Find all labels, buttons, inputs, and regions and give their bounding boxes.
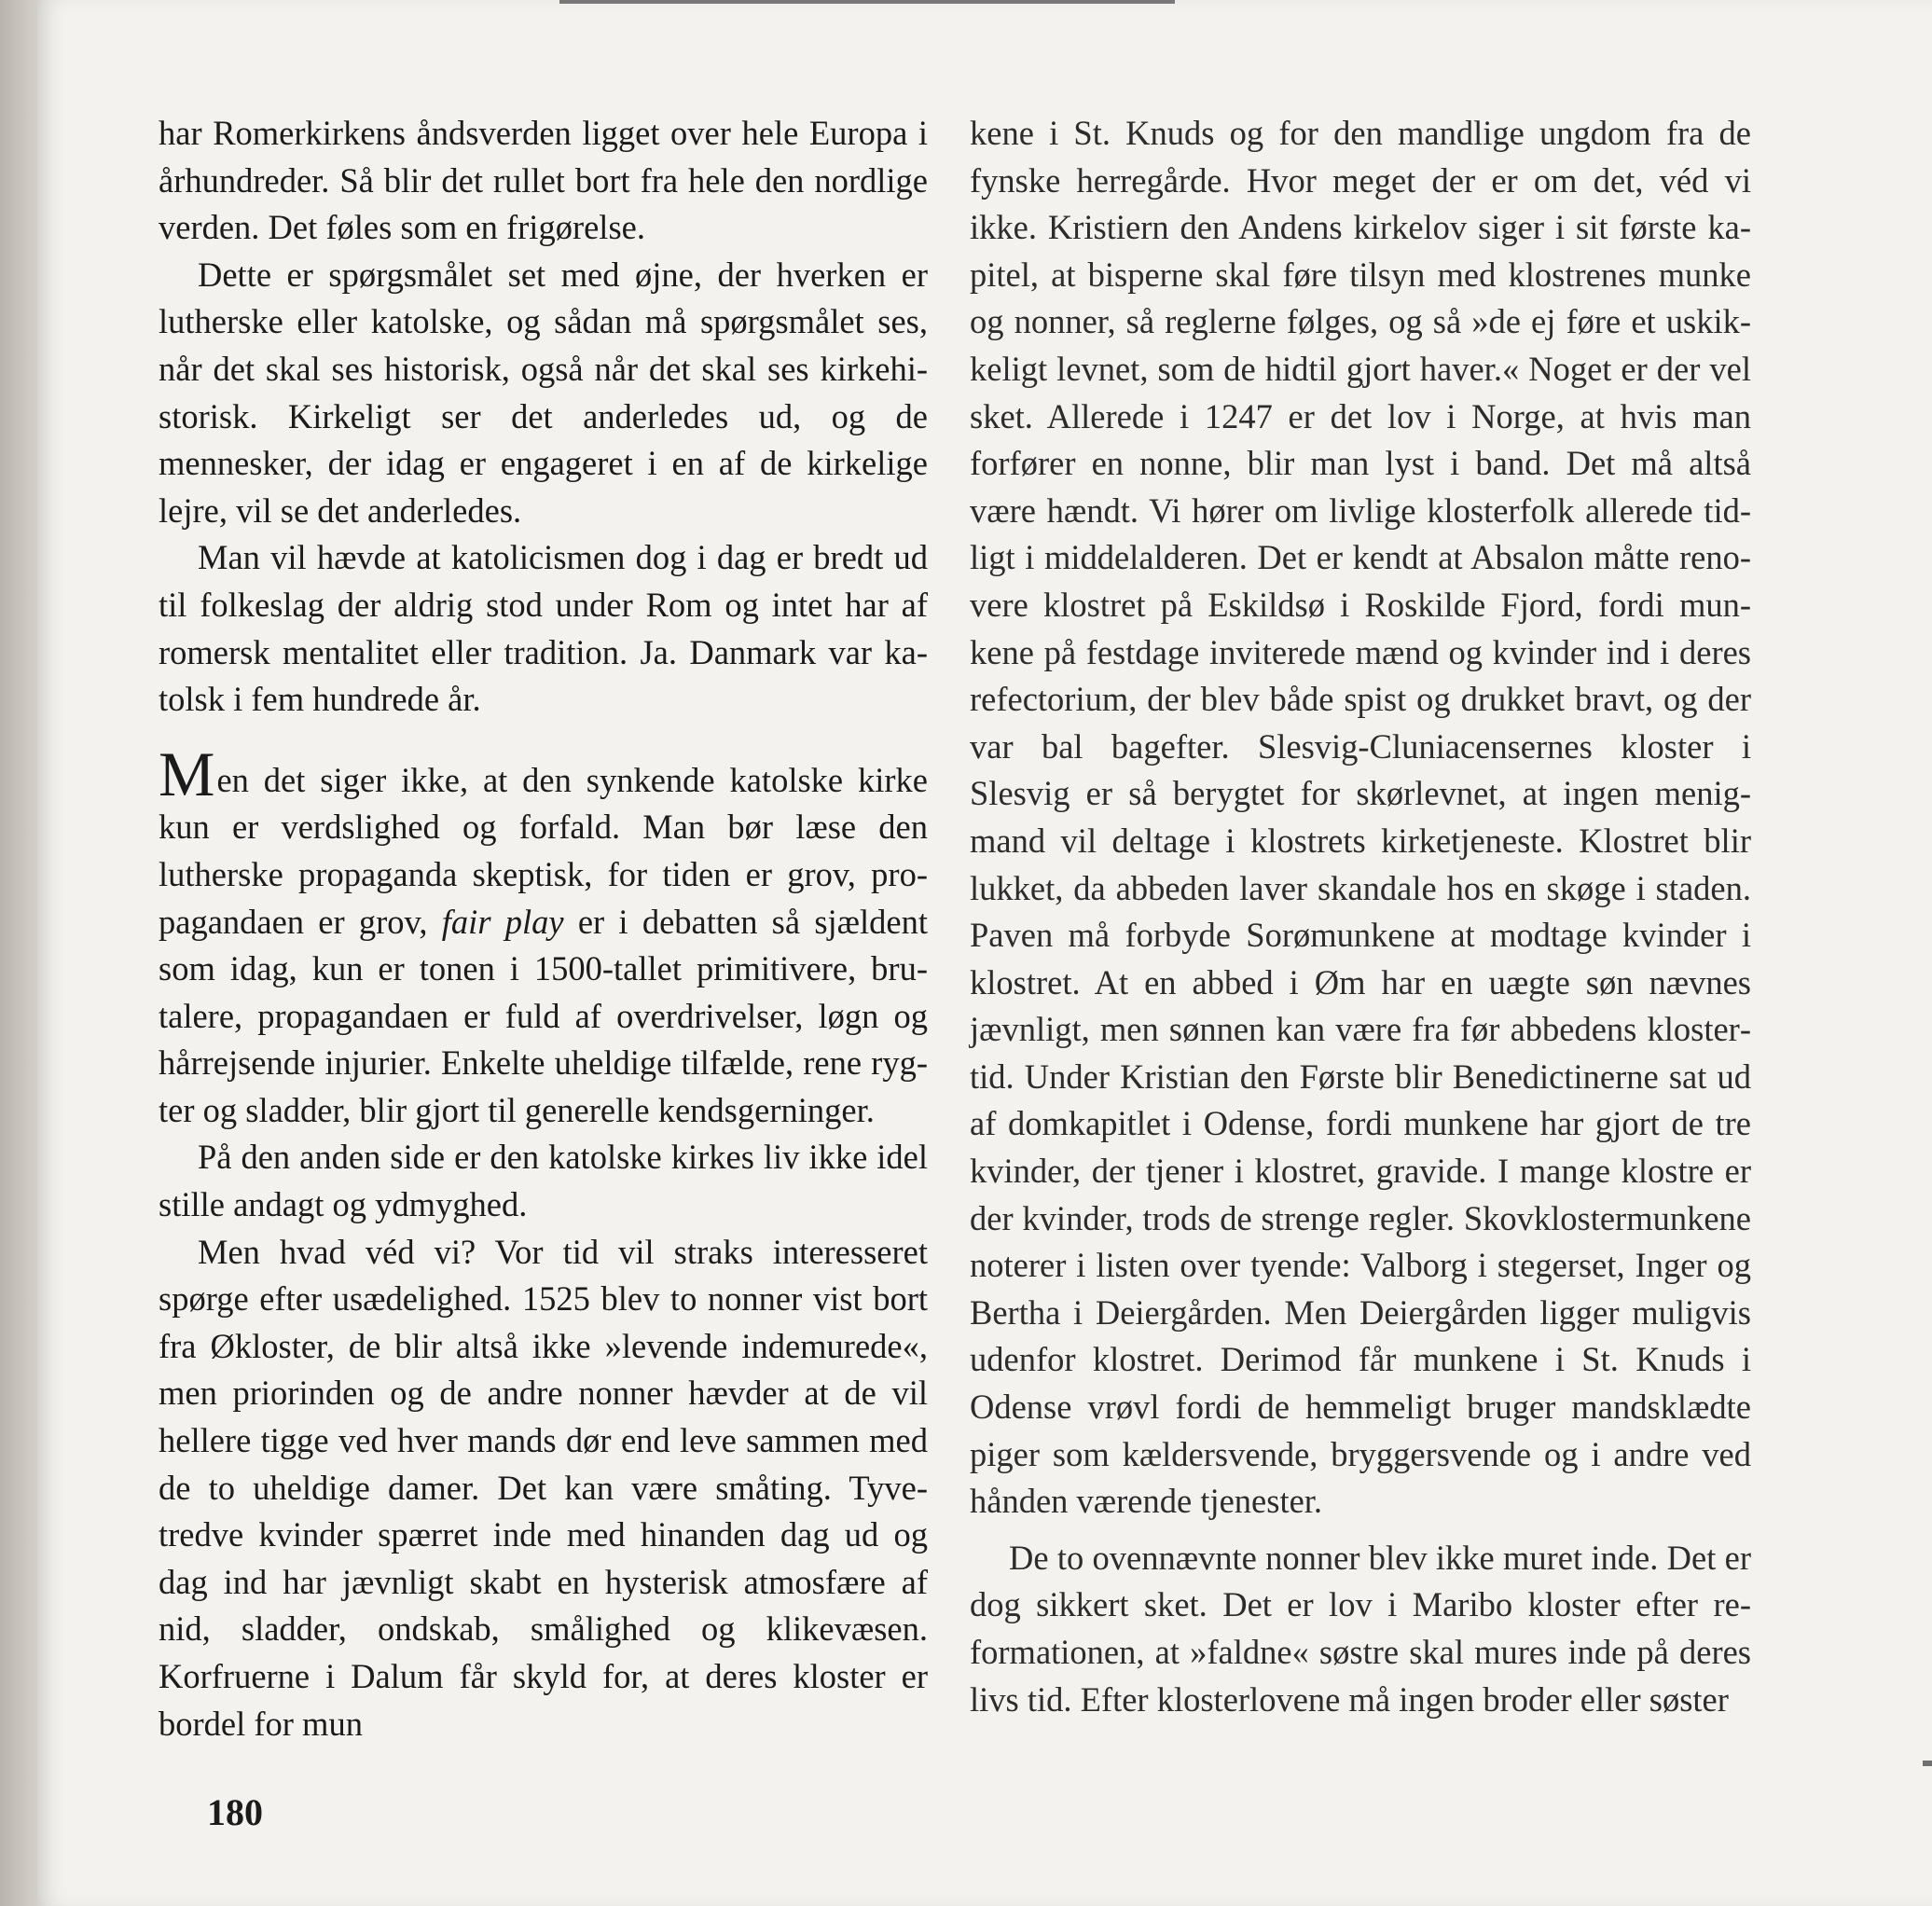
page-edge-mark bbox=[1923, 1761, 1932, 1766]
paragraph: Dette er spørgsmålet set med øjne, der hverken er lutherske eller katolske, og sådan må spørgsmålet ses, når det skal ses historisk, også når det skal ses kirkehistorisk. Kirkeligt ser det anderledes ud, og de mennesker, der idag er engageret i en af de kirkelige lejre, vil se det anderledes. bbox=[159, 255, 928, 530]
section-paragraph bbox=[159, 738, 928, 1135]
left-text-column bbox=[159, 110, 928, 1747]
right-text-column bbox=[970, 110, 1751, 1723]
paragraph: har Romerkirkens åndsverden ligget over hele Europa i århundreder. Så blir det rullet bort fra hele den nordlige verden. Det føles som en frigørelse. bbox=[159, 114, 928, 247]
paragraph: kene i St. Knuds og for den mandlige ungdom fra de fynske herregårde. Hvor meget der er om det, véd vi ikke. Kristiern den Andens kirkelov siger i sit første kapitel, at bisperne skal føre tilsyn med klostrenes munke og nonner, så reglerne følges, og så »de ej føre et uskikkeligt levnet, som de hidtil gjort haver.« Noget er der vel sket. Allerede i 1247 er det lov i Norge, at hvis man forfører en nonne, blir man lyst i band. Det må altså være hændt. Vi hører om livlige klosterfolk allerede tidligt i middelalderen. Det er kendt at Absalon måtte renovere klostret på Eskildsø i Roskilde Fjord, fordi munkene på festdage inviterede mænd og kvinder ind i deres refectorium, der blev både spist og drukket bravt, og der var bal bagefter. Slesvig-Cluniacensernes kloster i Slesvig er så berygtet for skørlevnet, at ingen menigmand vil deltage i klostrets kirketjeneste. Klostret blir lukket, da abbeden laver skandale hos en skøge i staden. Paven må forbyde Sorømunkene at modtage kvinder i klostret. At en abbed i Øm har en uægte søn nævnes jævnligt, men sønnen kan være fra før abbedens klostertid. Under Kristian den Første blir Benedictinerne sat ud af domkapitlet i Odense, fordi munkene har gjort de tre kvinder, der tjener i klostret, gravide. I mange klostre er der kvinder, trods de strenge regler. Skovklostermunkene noterer i listen over tyende: Valborg i stegerset, Inger og Bertha i Deiergården. Men Deiergården ligger muligvis udenfor klostret. Derimod får munkene i St. Knuds i Odense vrøvl fordi de hemmeligt bruger mandsklædte piger som kældersvende, bryggersvende og i andre ved hånden værende tjenester. bbox=[970, 114, 1751, 1521]
page-number: 180 bbox=[207, 1791, 263, 1833]
drop-initial: M bbox=[159, 738, 215, 809]
top-edge-mark bbox=[559, 0, 1175, 4]
paragraph: De to ovennævnte nonner blev ikke muret inde. Det er dog sikkert sket. Det er lov i Maribo kloster efter reformationen, at »faldne« søstre skal mures inde på deres livs tid. Efter klosterlovene må ingen broder eller søster bbox=[970, 1538, 1751, 1719]
paragraph: På den anden side er den katolske kirkes liv ikke idel stille andagt og ydmyghed. bbox=[159, 1138, 928, 1224]
paragraph-text: en det siger ikke, at den synkende katolske kirke kun er verdslighed og forfald. Man bør læse den lutherske propaganda skeptisk, for tiden er grov, propagandaen er grov, bbox=[159, 760, 928, 941]
paragraph: Man vil hævde at katolicismen dog i dag er bredt ud til folkeslag der aldrig stod under Rom og intet har af romersk mentalitet eller tradition. Ja. Danmark var katolsk i fem hundrede år. bbox=[159, 538, 928, 719]
paragraph: Men hvad véd vi? Vor tid vil straks interesseret spørge efter usædelighed. 1525 blev to nonner vist bort fra Økloster, de blir altså ikke »levende indemurede«, men priorinden og de andre nonner hævder at de vil hellere tigge ved hver mands dør end leve sammen med de to uheldige damer. Det kan være småting. Tyve-tredve kvinder spærret inde med hinanden dag ud og dag ind har jævnligt skabt en hysterisk atmosfære af nid, sladder, ondskab, smålighed og klikevæsen. Korfruerne i Dalum får skyld for, at deres kloster er bordel for mun bbox=[159, 1232, 928, 1743]
italic-phrase: fair play bbox=[441, 902, 564, 941]
paragraph-text: er i debatten så sjældent som idag, kun er tonen i 1500-tallet primitivere, brutalere, propagandaen er fuld af overdrivelser, løgn og hårrejsende injurier. Enkelte uheldige tilfælde, rene rygter og sladder, blir gjort til generelle kendsgerninger. bbox=[159, 902, 928, 1129]
